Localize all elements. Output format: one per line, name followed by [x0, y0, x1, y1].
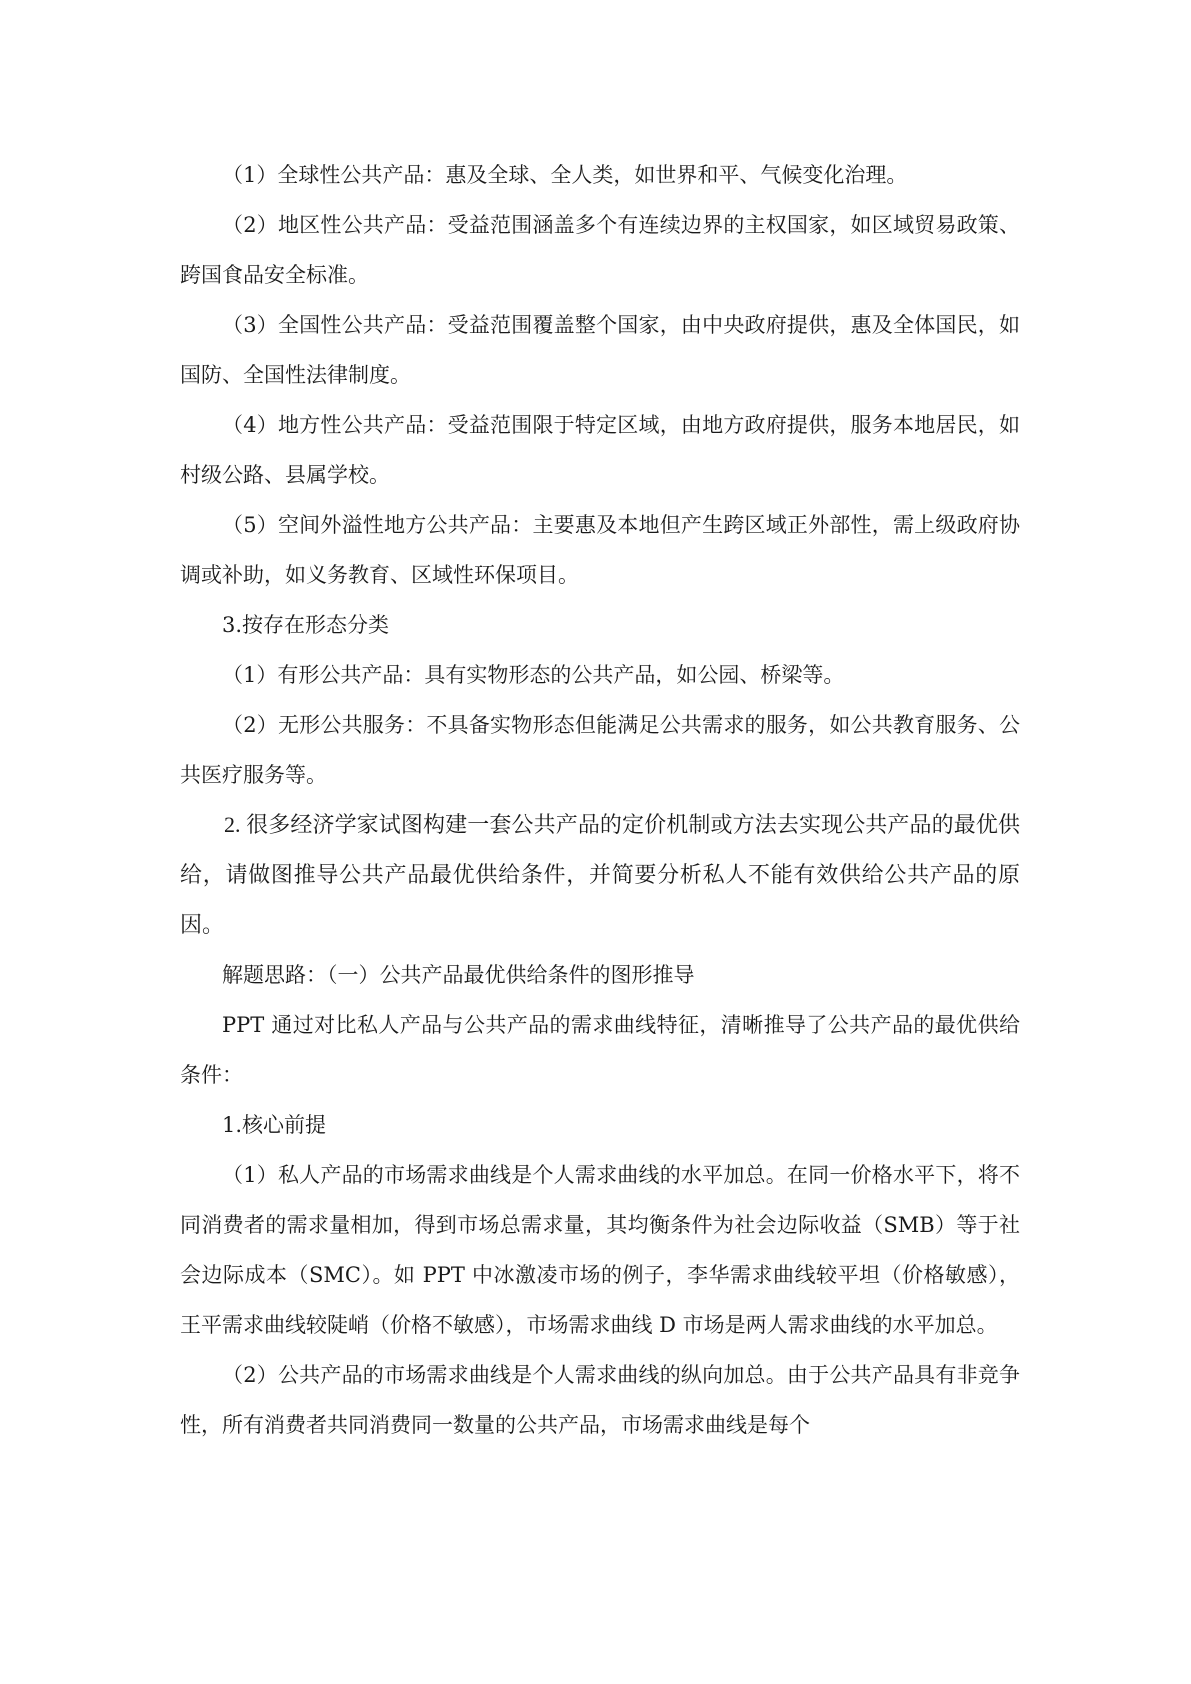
document-page	[180, 150, 1020, 1450]
paragraph-regional-public-goods: （2）地区性公共产品：受益范围涵盖多个有连续边界的主权国家，如区域贸易政策、跨国食品安全标准。	[180, 213, 1020, 287]
paragraph-public-goods-demand: （2）公共产品的市场需求曲线是个人需求曲线的纵向加总。由于公共产品具有非竞争性，所有消费者共同消费同一数量的公共产品，市场需求曲线是每个	[180, 1363, 1020, 1437]
question-2: 2. 很多经济学家试图构建一套公共产品的定价机制或方法去实现公共产品的最优供给，请做图推导公共产品最优供给条件，并简要分析私人不能有效供给公共产品的原因。	[180, 812, 1020, 937]
paragraph-private-goods-demand: （1）私人产品的市场需求曲线是个人需求曲线的水平加总。在同一价格水平下，将不同消费者的需求量相加，得到市场总需求量，其均衡条件为社会边际收益（SMB）等于社会边际成本（SMC）。如 PPT 中冰激凌市场的例子，李华需求曲线较平坦（价格敏感），王平需求曲线较陡峭（价格不敏感），市场需求曲线 D 市场是两人需求曲线的水平加总。	[180, 1163, 1020, 1337]
section-heading-form-classification: 3.按存在形态分类	[222, 613, 390, 637]
section-heading-core-premise: 1.核心前提	[222, 1113, 327, 1137]
paragraph-intangible-public-services: （2）无形公共服务：不具备实物形态但能满足公共需求的服务，如公共教育服务、公共医疗服务等。	[180, 713, 1020, 787]
paragraph-tangible-public-goods: （1）有形公共产品：具有实物形态的公共产品，如公园、桥梁等。	[222, 663, 845, 687]
paragraph-spillover-public-goods: （5）空间外溢性地方公共产品：主要惠及本地但产生跨区域正外部性，需上级政府协调或补助，如义务教育、区域性环保项目。	[180, 513, 1020, 587]
paragraph-local-public-goods: （4）地方性公共产品：受益范围限于特定区域，由地方政府提供，服务本地居民，如村级公路、县属学校。	[180, 413, 1020, 487]
paragraph-ppt-comparison: PPT 通过对比私人产品与公共产品的需求曲线特征，清晰推导了公共产品的最优供给条件：	[180, 1013, 1020, 1087]
paragraph-global-public-goods: （1）全球性公共产品：惠及全球、全人类，如世界和平、气候变化治理。	[222, 163, 908, 187]
solution-approach-heading: 解题思路：（一）公共产品最优供给条件的图形推导	[222, 963, 695, 987]
paragraph-national-public-goods: （3）全国性公共产品：受益范围覆盖整个国家，由中央政府提供，惠及全体国民，如国防、全国性法律制度。	[180, 313, 1020, 387]
